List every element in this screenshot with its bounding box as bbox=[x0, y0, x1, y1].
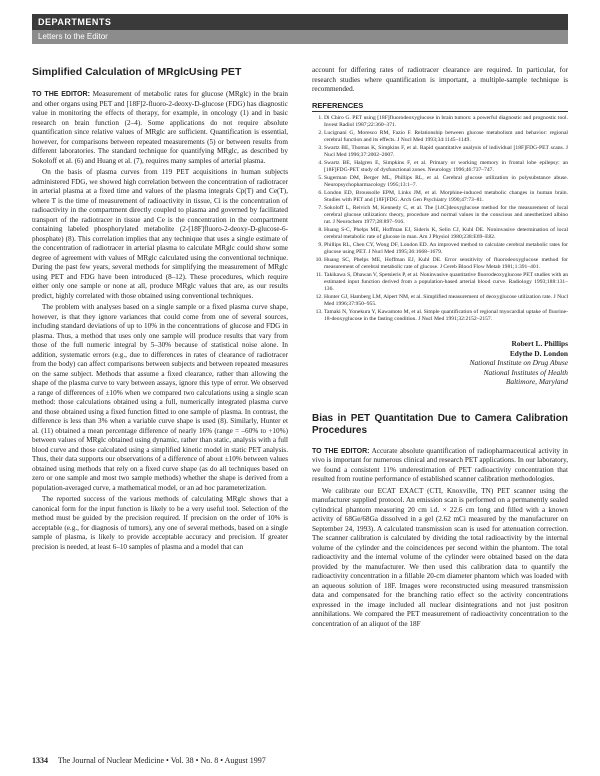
section-label: DEPARTMENTS bbox=[32, 14, 568, 30]
reference-item: 6. London ED, Broussolle EPM, Links JM, et al. Morphine-induced metabolic changes in human brain. Studies with PET and [18F]FDG. Arch Gen Psychiatry 1990;47:73–81. bbox=[324, 190, 568, 204]
letter1-lead: TO THE EDITOR: bbox=[32, 91, 90, 98]
reference-item: 13. Tamaki N, Yonekura Y, Kawamoto M, et al. Simple quantification of regional myocardial uptake of fluorine-18-deoxyglucose in the fasting condition. J Nucl Med 1991;32:2152–2157. bbox=[324, 309, 568, 323]
reference-item: 5. Sugerman DM, Berger ML, Phillips RL, et al. Cerebral glucose utilization in polysubstance abuse. Neuropsychopharmacology 1995;13:1–7. bbox=[324, 175, 568, 189]
reference-item: 1. Di Chiro G. PET using [18F]fluorodeoxyglucose in brain tumors: a powerful diagnostic and prognostic tool. Invest Radiol 1987;22:360–371. bbox=[324, 115, 568, 129]
letter1-paragraph: TO THE EDITOR: Measurement of metabolic rates for glucose (MRglc) in the brain and other organs using PET and [18F]2-fluoro-2-deoxy-D-glucose (FDG) has diagnostic value in monitoring the effects of therapy, for example, in oncology (1) and in basic research on brain function (2–4). Some applications do not require absolute quantification since relative values of MRglc are sufficient. Quantification is essential, however, for comparisons between repeated measurements (5) or between results from different laboratories. The standard technique for quantifying MRglc, as described by Sokoloff et al. (6) and Huang et al. (7), requires many samples of arterial plasma. bbox=[32, 90, 289, 165]
letter1-paragraph-continued: account for differing rates of radiotracer clearance are required. In particular, for research studies where quantification is important, a multiple-sample technique is recommended. bbox=[312, 66, 568, 93]
letter1-paragraph: On the basis of plasma curves from 119 PET acquisitions in human subjects administered FDG, we showed high correlation between the concentration of radiotracer in arterial plasma at a fixed time and values of the plasma integrals Cp(T) and Ce(T), where T is the time of measurement of radioactivity in tissue, Ci is the concentration of radioactivity in the compartment directly coupled to plasma and governed by facilitated transport of the radiotracer in tissue and Ce is the concentration in the compartment containing labeled phosphorylated metabolite (2-[18F]fluoro-2-deoxy-D-glucose-6-phosphate) (8). This correlation implies that any technique that uses a single estimate of the concentration of radiotracer in arterial plasma to calculate MRglc could show some degree of agreement with values of MRglc calculated using the conventional technique. During the past few years, several methods for simplifying the measurement of MRglc using PET and FDG have been introduced (8–12). These procedures, which require either only one sample or none at all, produce MRglc values that are, as our results predict, highly correlated with those obtained using conventional techniques. bbox=[32, 168, 288, 300]
reference-item: 7. Sokoloff L, Reivich M, Kennedy C, et al. The [14C]deoxyglucose method for the measurement of local cerebral glucose utilization: theory, procedure and normal values in the conscious and anesthetized albino rat. J Neurochem 1977;28:897–916. bbox=[324, 205, 568, 226]
right-column bbox=[312, 66, 568, 631]
journal-citation: The Journal of Nuclear Medicine • Vol. 38 • No. 8 • August 1997 bbox=[57, 756, 266, 765]
affiliation-line: National Institutes of Health bbox=[483, 367, 568, 377]
left-column bbox=[32, 66, 288, 554]
page-footer bbox=[32, 756, 266, 765]
letter1-paragraph: The problem with analyses based on a single sample or a fixed plasma curve shape, however, is that they ignore variances that could come from one of several sources, including standard deviations of up to 10% in the concentrations of glucose and FDG in plasma. Thus, a method that uses only one sample will produce results that vary from those of the full numeric integral by 5–30% because of statistical noise alone. In addition, systematic errors (e.g., due to differences in rates of clearance of radiotracer from the body) can affect comparisons between subjects and between repeated measures on the same subject. Methods that assume a fixed clearance, rather than allowing the shape of the plasma curve to vary between assays, ignore this type of error. We observed a range of differences of ±10% when we compared two calculations using a single scan method: those calculations obtained using a full, numerically integrated plasma curve and those obtained using a fixed function fitted to one sample of plasma. In contrast, the difference is less than 3% when a variable curve shape is used (8). Similarly, Hunter et al. (11) obtained a mean percentage difference of nearly 16% (range = –60% to +10%) between values of MRglc obtained using dynamic, rather than static, analysis with a full blood curve and those calculated using a simplified kinetic model in static PET analysis. Thus, their data supports our observations of a difference of about ±10% between values obtained using methods that rely on a fixed curve shape (as do all techniques based on zero or one sample and most two sample methods) whether the shape is derived from a population-averaged curve, a mathematical model, or an ad hoc parameterization. bbox=[32, 303, 288, 492]
reference-item: 8. Huang S-C, Phelps ME, Hoffman EJ, Sideris K, Selin CJ, Kuhl DE. Noninvasive determination of local cerebral metabolic rate of glucose in man. Am J Physiol 1980;238:E69–E82. bbox=[324, 227, 568, 241]
reference-item: 9. Phillips RL, Chen CY, Wong DF, London ED. An improved method to calculate cerebral metabolic rates for glucose using PET. J Nucl Med 1995;36:1668–1679. bbox=[324, 242, 568, 256]
reference-item: 2. Lucignani G, Moresco RM, Fazio F. Relationship between glucose metabolism and behavior: regional cerebral function and its effects. J Nucl Med 1993;34:1145–1149. bbox=[324, 130, 568, 144]
letter2-paragraph: We calibrate our ECAT EXACT (CTI, Knoxville, TN) PET scanner using the manufacturer supplied protocol. An emission scan is performed on a permanently sealed cylindrical phantom measuring 20 cm i.d. × 22.6 cm long and filled with a known activity of 68Ge/68Ga dissolved in a gel (2.62 mCi measured by the manufacturer on September 24, 1993). A calculated transmission scan is used for attenuation correction. The scanner calibration is calculated by dividing the total radioactivity by the internal volume of the cylinder and the coincidences per second within the phantom. The total radioactivity and the internal volume of the cylinder were obtained based on the data provided by the manufacturer. We then used this calibration data to quantify the radioactivity concentration in a fillable 20-cm diameter phantom which was loaded with an aqueous solution of 18F. Images were reconstructed using measured transmission data and compensated for the branching ratio effect so the activity concentrations expressed in the image included all nuclear disintegrations and not just positron annihilations. We compared the PET measurement of radioactivity concentration to the concentration of an aliquot of the 18F bbox=[312, 486, 568, 628]
department-banner bbox=[32, 14, 568, 44]
letter2-title: Bias in PET Quantitation Due to Camera Calibration Procedures bbox=[312, 412, 568, 436]
subsection-label: Letters to the Editor bbox=[32, 30, 568, 44]
reference-item: 10. Huang SC, Phelps ME, Hoffman EJ, Kuhl DE. Error sensitivity of fluorodeoxyglucose method for measurement of cerebral metabolic rate of glucose. J Cereb Blood Flow Metab 1981;1:391–401. bbox=[324, 257, 568, 271]
author-name: Robert L. Phillips bbox=[511, 339, 568, 348]
reference-item: 12. Hunter GJ, Hamberg LM, Alpert NM, et al. Simplified measurement of deoxyglucose utilization rate. J Nucl Med 1996;37:950–955. bbox=[324, 294, 568, 308]
letter1-title: Simplified Calculation of MRglcUsing PET bbox=[32, 66, 242, 78]
letter1-paragraph: The reported success of the various methods of calculating MRglc shows that a canonical form for the input function is likely to be a very useful tool. Selection of the method must be guided by the precision required. If precision on the order of 10% is acceptable (e.g., for diagnosis of tumors), any one of several methods, based on a single sample of plasma, is likely to provide acceptable accuracy and precision. If greater precision is needed, at least 6–10 samples of plasma and a model that can bbox=[32, 495, 288, 551]
references-heading: REFERENCES bbox=[312, 101, 568, 113]
affiliation-line: National Institute on Drug Abuse bbox=[469, 358, 568, 367]
reference-item: 11. Takikawa S, Dhawan V, Spetsieris P, et al. Noninvasive quantitative fluorodeoxyglucose PET studies with an estimated input function derived from a population-based arterial blood curve. Radiology 1993;188:131–136. bbox=[324, 272, 568, 293]
reference-item: 3. Swartz BE, Thomas K, Simpkins F, et al. Rapid quantitative analysis of individual [18F]FDG-PET scans. J Nucl Med 1996;37:2002–2007. bbox=[324, 145, 568, 159]
letter2-lead: TO THE EDITOR: bbox=[312, 447, 370, 455]
author-name: Edythe D. London bbox=[509, 348, 568, 358]
affiliation-line: Baltimore, Maryland bbox=[505, 377, 568, 386]
signature-block bbox=[312, 339, 568, 387]
page-number: 1334 bbox=[32, 756, 48, 765]
letter2-paragraph: TO THE EDITOR: Accurate absolute quantification of radiopharmaceutical activity in vivo is important for numerous clinical and research PET applications. In our laboratory, we found a consistent 11% underestimation of PET radioactivity concentration that resulted from routine performance of established scanner calibration methodologies. bbox=[312, 446, 568, 483]
reference-item: 4. Swartz BE, Halgren E, Simpkins F, et al. Primary or working memory in frontal lobe epilepsy: an [18F]FDG-PET study of dysfunctional zones. Neurology 1996;46:737–747. bbox=[324, 160, 568, 174]
references-list bbox=[312, 115, 568, 323]
